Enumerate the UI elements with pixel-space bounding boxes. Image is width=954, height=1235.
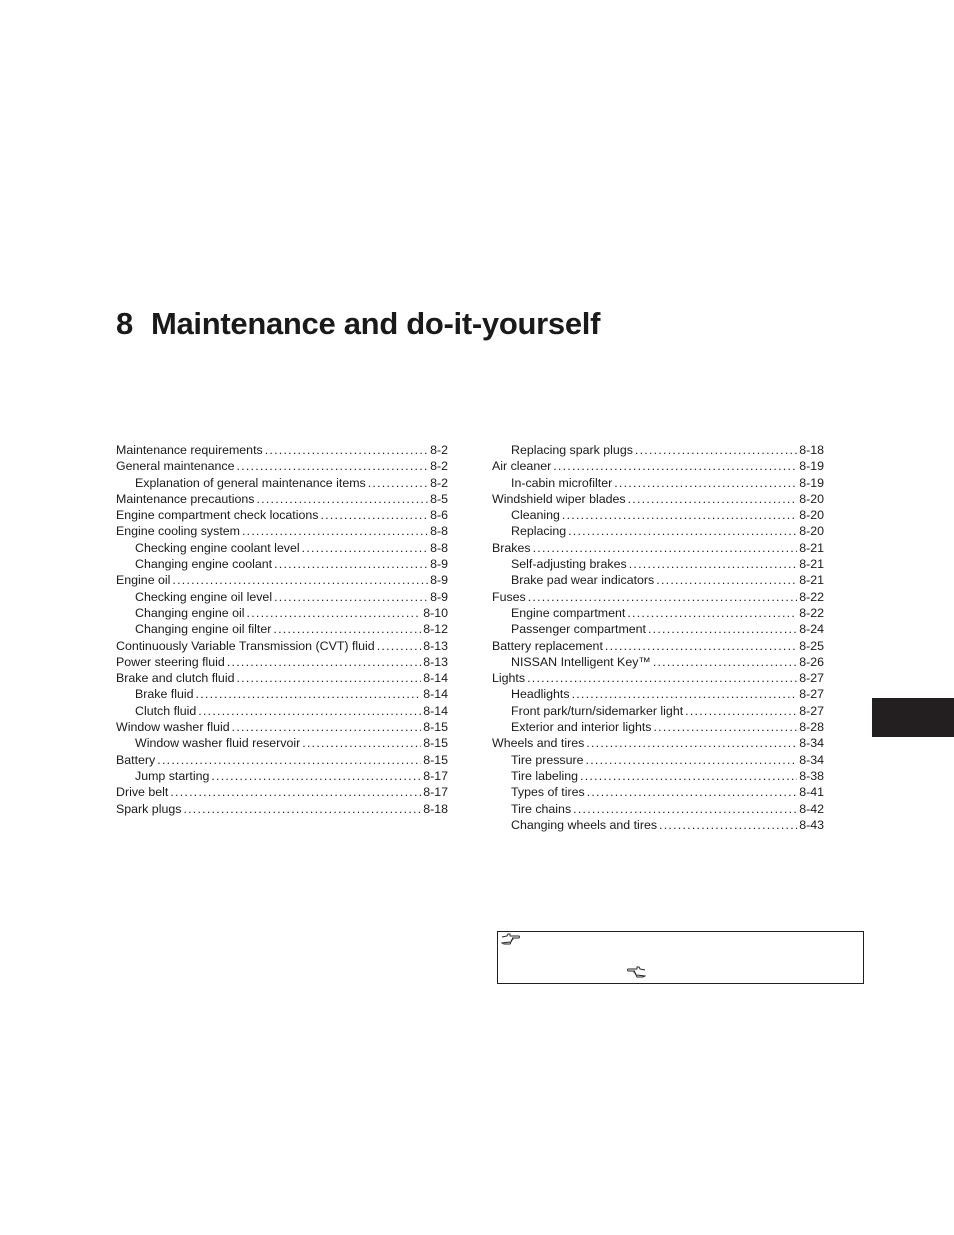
toc-entry-page: 8-26	[799, 654, 824, 669]
toc-dot-leader	[628, 491, 798, 507]
toc-entry-label: Engine cooling system	[116, 524, 240, 539]
toc-entry-page: 8-9	[430, 557, 448, 572]
toc-entry-page: 8-24	[799, 622, 824, 637]
toc-entry-page: 8-18	[423, 801, 448, 816]
toc-entry-page: 8-41	[799, 785, 824, 800]
toc-dot-leader	[562, 507, 797, 523]
toc-entry[interactable]	[492, 491, 824, 507]
toc-entry-label: Windshield wiper blades	[492, 491, 626, 506]
toc-entry-label: Continuously Variable Transmission (CVT) fluid	[116, 638, 375, 653]
toc-entry-page: 8-27	[799, 687, 824, 702]
toc-entry[interactable]	[116, 442, 448, 458]
toc-entry[interactable]	[492, 458, 824, 474]
toc-entry-label: Wheels and tires	[492, 736, 585, 751]
toc-entry-page: 8-8	[430, 540, 448, 555]
toc-entry[interactable]	[116, 670, 448, 686]
toc-entry-label: Air cleaner	[492, 459, 552, 474]
toc-entry-page: 8-20	[799, 508, 824, 523]
toc-entry-label: Jump starting	[135, 768, 210, 783]
toc-entry[interactable]	[492, 638, 824, 654]
toc-entry-label: Engine compartment check locations	[116, 508, 319, 523]
toc-dot-leader	[648, 621, 797, 637]
toc-entry[interactable]	[116, 654, 448, 670]
toc-entry[interactable]	[116, 621, 448, 637]
toc-entry[interactable]	[116, 638, 448, 654]
toc-entry-label: Tire pressure	[511, 752, 584, 767]
toc-dot-leader	[635, 442, 797, 458]
toc-entry-page: 8-15	[423, 720, 448, 735]
toc-dot-leader	[605, 638, 797, 654]
toc-entry-label: Changing engine oil	[135, 605, 245, 620]
toc-entry[interactable]	[492, 703, 824, 719]
toc-dot-leader	[274, 556, 428, 572]
toc-entry-label: Front park/turn/sidemarker light	[511, 703, 684, 718]
toc-dot-leader	[586, 752, 798, 768]
toc-dot-leader	[302, 540, 428, 556]
toc-entry[interactable]	[492, 801, 824, 817]
toc-entry-label: Tire chains	[511, 801, 572, 816]
toc-entry[interactable]	[116, 458, 448, 474]
toc-entry-page: 8-22	[799, 589, 824, 604]
toc-entry-page: 8-15	[423, 752, 448, 767]
toc-entry-page: 8-13	[423, 638, 448, 653]
toc-dot-leader	[580, 768, 797, 784]
toc-dot-leader	[586, 735, 797, 751]
toc-dot-leader	[533, 540, 798, 556]
toc-entry[interactable]	[492, 784, 824, 800]
toc-entry-label: Window washer fluid reservoir	[135, 736, 301, 751]
toc-dot-leader	[587, 784, 798, 800]
toc-entry-label: Brake and clutch fluid	[116, 671, 235, 686]
toc-dot-leader	[196, 686, 422, 702]
toc-entry-label: Engine compartment	[511, 605, 626, 620]
toc-entry-label: Checking engine coolant level	[135, 540, 300, 555]
toc-entry[interactable]	[492, 605, 824, 621]
toc-dot-leader	[247, 605, 422, 621]
toc-entry[interactable]	[492, 589, 824, 605]
toc-entry-page: 8-21	[799, 557, 824, 572]
toc-entry[interactable]	[492, 686, 824, 702]
toc-entry-label: Fuses	[492, 589, 526, 604]
toc-entry-label: Changing engine oil filter	[135, 622, 272, 637]
toc-entry-page: 8-28	[799, 720, 824, 735]
toc-entry-label: Passenger compartment	[511, 622, 646, 637]
toc-entry-label: Checking engine oil level	[135, 589, 273, 604]
toc-dot-leader	[302, 735, 421, 751]
toc-entry-label: Cleaning	[511, 508, 560, 523]
toc-entry-page: 8-42	[799, 801, 824, 816]
toc-entry[interactable]	[492, 735, 824, 751]
toc-dot-leader	[183, 801, 421, 817]
toc-entry-page: 8-2	[430, 443, 448, 457]
toc-right-column	[492, 442, 824, 833]
toc-entry-label: Types of tires	[511, 785, 585, 800]
toc-entry[interactable]	[116, 605, 448, 621]
toc-entry-page: 8-9	[430, 573, 448, 588]
toc-entry-label: Power steering fluid	[116, 654, 225, 669]
toc-dot-leader	[627, 605, 797, 621]
toc-entry-page: 8-14	[423, 671, 448, 686]
toc-dot-leader	[227, 654, 421, 670]
toc-entry[interactable]	[116, 475, 448, 491]
toc-entry-page: 8-43	[799, 817, 824, 832]
toc-dot-leader	[553, 458, 797, 474]
toc-entry-label: Brake fluid	[135, 687, 194, 702]
toc-entry[interactable]	[116, 491, 448, 507]
toc-entry-label: Replacing	[511, 524, 567, 539]
toc-entry-label: General maintenance	[116, 459, 235, 474]
toc-dot-leader	[321, 507, 429, 523]
toc-dot-leader	[236, 458, 428, 474]
toc-entry-page: 8-34	[799, 752, 824, 767]
toc-entry-label: Tire labeling	[511, 768, 579, 783]
toc-entry-label: Battery replacement	[492, 638, 603, 653]
toc-dot-leader	[572, 686, 798, 702]
toc-entry-page: 8-18	[799, 443, 824, 457]
toc-entry-page: 8-9	[430, 589, 448, 604]
toc-entry-label: Replacing spark plugs	[511, 443, 633, 457]
toc-entry-page: 8-2	[430, 475, 448, 490]
toc-entry-label: Battery	[116, 752, 156, 767]
toc-entry[interactable]	[116, 703, 448, 719]
toc-entry-label: Exterior and interior lights	[511, 720, 652, 735]
chapter-number: 8	[116, 306, 133, 341]
toc-entry-page: 8-19	[799, 475, 824, 490]
toc-entry[interactable]	[116, 719, 448, 735]
toc-entry-page: 8-27	[799, 703, 824, 718]
toc-entry[interactable]	[116, 735, 448, 751]
toc-entry-label: Clutch fluid	[135, 703, 197, 718]
toc-entry[interactable]	[492, 507, 824, 523]
pointing-hand-left-icon	[626, 966, 646, 980]
toc-entry-page: 8-20	[799, 524, 824, 539]
toc-entry-label: Headlights	[511, 687, 570, 702]
toc-dot-leader	[528, 589, 797, 605]
toc-dot-leader	[568, 523, 797, 539]
toc-entry-page: 8-27	[799, 671, 824, 686]
toc-entry-page: 8-6	[430, 508, 448, 523]
chapter-name: Maintenance and do-it-yourself	[150, 306, 601, 341]
toc-entry[interactable]	[116, 589, 448, 605]
toc-dot-leader	[527, 670, 797, 686]
note-box	[497, 931, 864, 984]
toc-entry-label: Changing engine coolant	[135, 557, 273, 572]
toc-dot-leader	[614, 475, 797, 491]
toc-entry-page: 8-12	[423, 622, 448, 637]
toc-dot-leader	[172, 572, 428, 588]
toc-entry[interactable]	[492, 621, 824, 637]
toc-entry-label: NISSAN Intelligent Key™	[511, 654, 651, 669]
toc-dot-leader	[377, 638, 421, 654]
toc-dot-leader	[274, 589, 428, 605]
toc-entry-label: In-cabin microfilter	[511, 475, 613, 490]
toc-dot-leader	[236, 670, 421, 686]
toc-entry-label: Lights	[492, 671, 526, 686]
toc-entry-label: Spark plugs	[116, 801, 182, 816]
toc-entry-page: 8-17	[423, 785, 448, 800]
toc-entry-page: 8-34	[799, 736, 824, 751]
toc-dot-leader	[654, 719, 798, 735]
toc-dot-leader	[659, 817, 797, 833]
toc-dot-leader	[273, 621, 421, 637]
toc-entry-label: Window washer fluid	[116, 720, 230, 735]
toc-dot-leader	[656, 572, 797, 588]
toc-entry-page: 8-10	[423, 605, 448, 620]
toc-entry[interactable]	[492, 540, 824, 556]
toc-entry[interactable]	[492, 768, 824, 784]
toc-entry-label: Self-adjusting brakes	[511, 557, 627, 572]
toc-entry-page: 8-14	[423, 687, 448, 702]
toc-entry-label: Engine oil	[116, 573, 171, 588]
chapter-title	[116, 306, 600, 342]
toc-dot-leader	[198, 703, 421, 719]
toc-dot-leader	[256, 491, 428, 507]
toc-entry-page: 8-21	[799, 573, 824, 588]
toc-entry[interactable]	[492, 817, 824, 833]
toc-entry-page: 8-2	[430, 459, 448, 474]
toc-entry-label: Explanation of general maintenance items	[135, 475, 366, 490]
toc-entry-label: Brakes	[492, 540, 531, 555]
toc-entry-page: 8-15	[423, 736, 448, 751]
toc-entry[interactable]	[492, 556, 824, 572]
toc-entry[interactable]	[492, 442, 824, 458]
chapter-side-tab	[872, 698, 954, 737]
toc-entry-label: Maintenance requirements	[116, 443, 263, 457]
toc-dot-leader	[232, 719, 422, 735]
toc-dot-leader	[211, 768, 421, 784]
toc-dot-leader	[629, 556, 797, 572]
toc-left-column	[116, 442, 448, 817]
pointing-hand-right-icon	[501, 933, 521, 947]
toc-entry-page: 8-22	[799, 605, 824, 620]
toc-entry[interactable]	[116, 686, 448, 702]
toc-dot-leader	[573, 801, 797, 817]
toc-entry-page: 8-8	[430, 524, 448, 539]
toc-entry[interactable]	[116, 523, 448, 539]
toc-entry-page: 8-5	[430, 491, 448, 506]
toc-entry-page: 8-21	[799, 540, 824, 555]
toc-entry[interactable]	[492, 719, 824, 735]
toc-entry[interactable]	[492, 523, 824, 539]
toc-entry[interactable]	[116, 556, 448, 572]
toc-dot-leader	[368, 475, 428, 491]
toc-dot-leader	[265, 442, 428, 458]
toc-entry[interactable]	[116, 540, 448, 556]
toc-entry-page: 8-19	[799, 459, 824, 474]
toc-dot-leader	[653, 654, 797, 670]
toc-entry-page: 8-20	[799, 491, 824, 506]
toc-dot-leader	[157, 752, 421, 768]
toc-entry[interactable]	[116, 784, 448, 800]
toc-entry[interactable]	[492, 475, 824, 491]
toc-entry[interactable]	[116, 572, 448, 588]
toc-entry-page: 8-38	[799, 768, 824, 783]
toc-entry[interactable]	[116, 507, 448, 523]
toc-entry-label: Drive belt	[116, 785, 169, 800]
toc-entry-label: Changing wheels and tires	[511, 817, 658, 832]
toc-entry[interactable]	[492, 654, 824, 670]
toc-dot-leader	[242, 523, 428, 539]
toc-entry-page: 8-13	[423, 654, 448, 669]
toc-entry[interactable]	[492, 670, 824, 686]
toc-dot-leader	[170, 784, 421, 800]
toc-dot-leader	[685, 703, 797, 719]
toc-entry[interactable]	[116, 752, 448, 768]
toc-entry[interactable]	[116, 801, 448, 817]
toc-entry[interactable]	[492, 572, 824, 588]
toc-entry-label: Maintenance precautions	[116, 491, 255, 506]
toc-entry-label: Brake pad wear indicators	[511, 573, 655, 588]
toc-entry-page: 8-25	[799, 638, 824, 653]
toc-entry[interactable]	[116, 768, 448, 784]
toc-entry-page: 8-17	[423, 768, 448, 783]
toc-entry[interactable]	[492, 752, 824, 768]
toc-entry-page: 8-14	[423, 703, 448, 718]
